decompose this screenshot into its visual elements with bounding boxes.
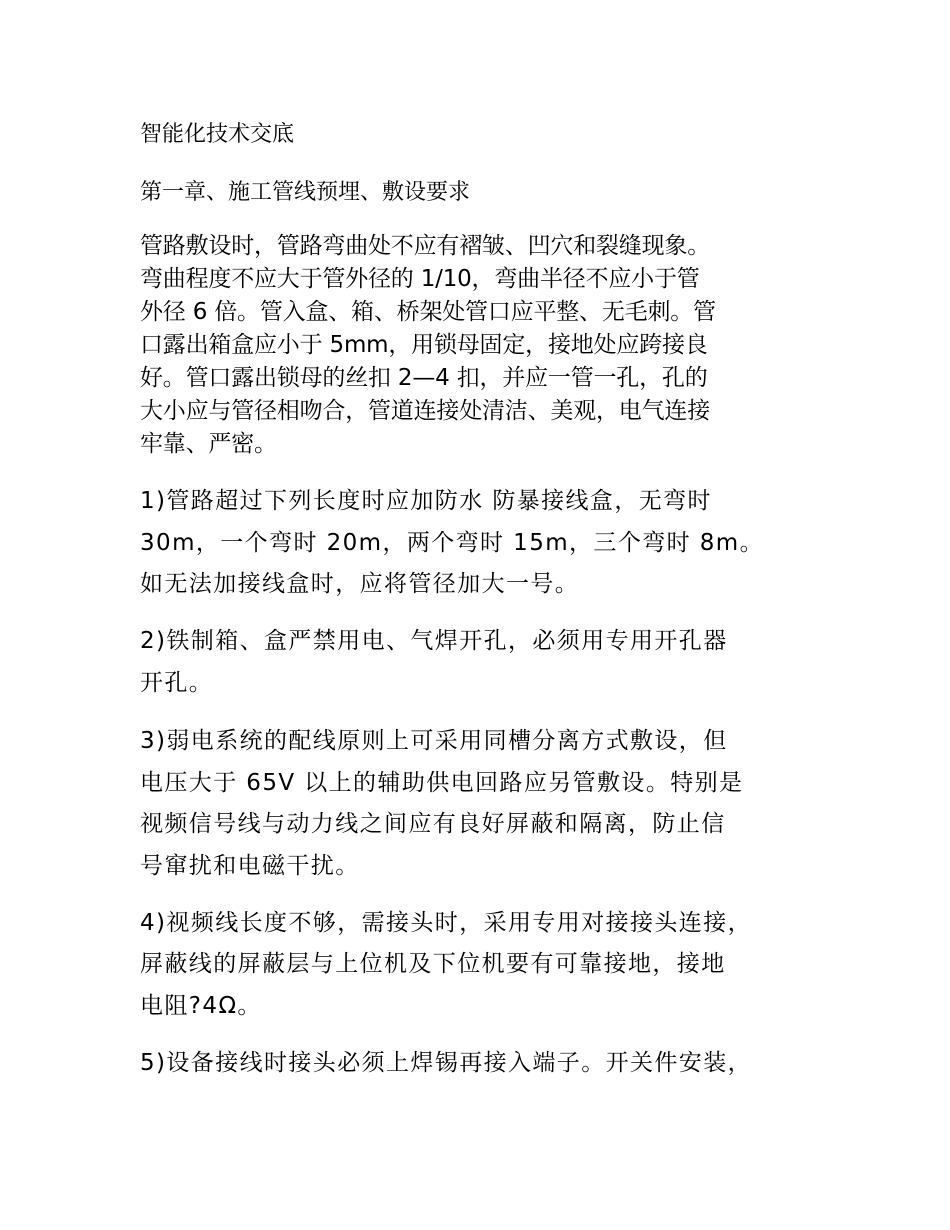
list-item-line: 开孔。 [140,670,214,696]
list-item-line: 2)铁制箱、盒严禁用电、气焊开孔，必须用专用开孔器 [140,628,728,654]
document-title: 智能化技术交底 [140,122,295,147]
paragraph-line: 牢靠、严密。 [140,431,277,457]
list-item-line: 30m，一个弯时 20m，两个弯时 15m，三个弯时 8m。 [140,530,764,556]
paragraph-line: 外径 6 倍。管入盒、箱、桥架处管口应平整、无毛刺。管 [140,299,716,325]
list-item-line: 1)管路超过下列长度时应加防水 防暴接线盒，无弯时 [140,488,712,514]
list-item-line: 视频信号线与动力线之间应有良好屏蔽和隔离，防止信 [140,811,726,837]
list-item-line: 5)设备接线时接头必须上焊锡再接入端子。开关件安装， [140,1050,753,1076]
list-item-line: 3)弱电系统的配线原则上可采用同槽分离方式敷设，但 [140,728,728,754]
list-item-line: 如无法加接线盒时，应将管径加大一号。 [140,571,580,597]
paragraph-line: 大小应与管径相吻合，管道连接处清洁、美观，电气连接 [140,398,711,424]
paragraph-line: 管路敷设时，管路弯曲处不应有褶皱、凹穴和裂缝现象。 [140,233,711,259]
list-item-line: 4)视频线长度不够，需接头时，采用专用对接接头连接， [140,910,753,936]
list-item-line: 号窜扰和电磁干扰。 [140,853,360,879]
paragraph-line: 口露出箱盒应小于 5mm，用锁母固定，接地处应跨接良 [140,332,708,358]
list-item-line: 电压大于 65V 以上的辅助供电回路应另管敷设。特别是 [140,770,744,796]
list-item-line: 电阻?4Ω。 [140,993,262,1019]
list-item-line: 屏蔽线的屏蔽层与上位机及下位机要有可靠接地，接地 [140,951,726,977]
paragraph-line: 好。管口露出锁母的丝扣 2—4 扣，并应一管一孔，孔的 [140,365,708,391]
paragraph-line: 弯曲程度不应大于管外径的 1/10，弯曲半径不应小于管 [140,266,700,292]
chapter-heading: 第一章、施工管线预埋、敷设要求 [140,180,471,205]
